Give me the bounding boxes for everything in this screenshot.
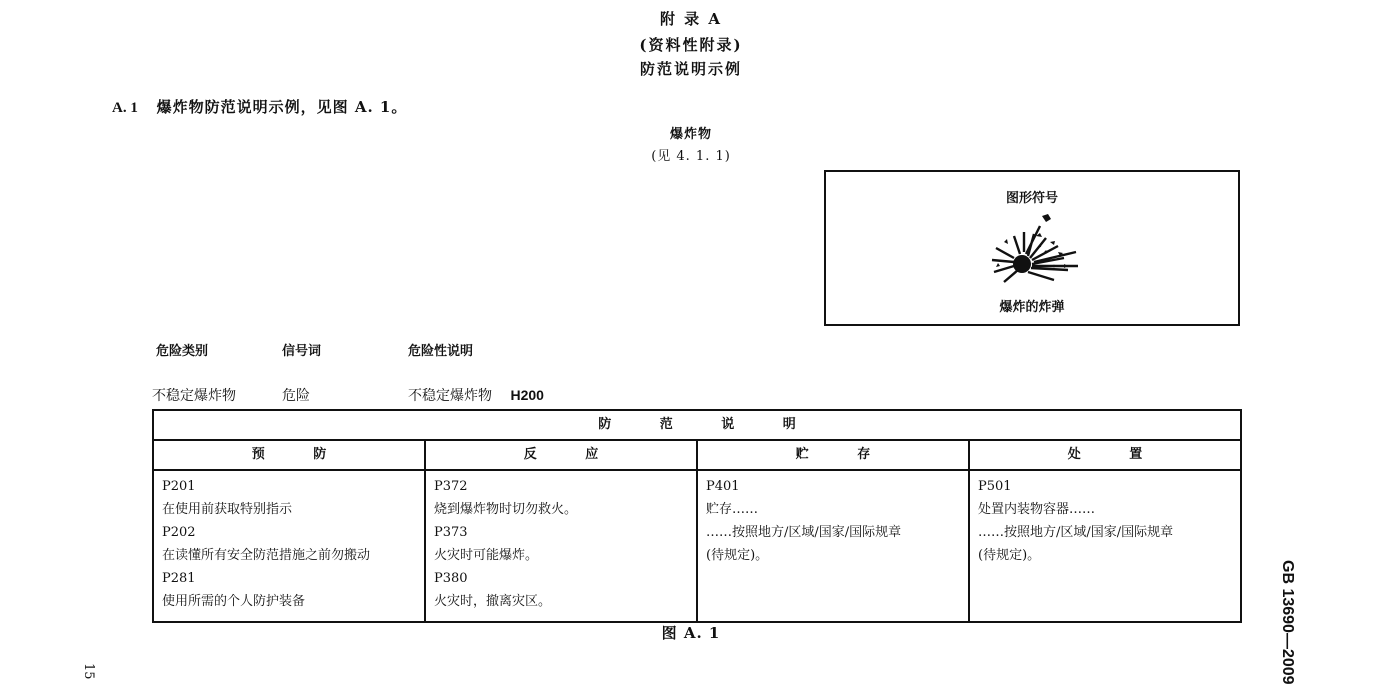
- statement-line: (待规定)。: [706, 548, 769, 563]
- statement-line: ……按照地方/区域/国家/国际规章: [706, 525, 902, 540]
- statement-line: 贮存……: [706, 502, 759, 517]
- signal-word-header: 信号词: [282, 344, 322, 359]
- hazard-class-value: 不稳定爆炸物: [152, 388, 236, 404]
- table-header-row: [153, 440, 1241, 470]
- page-number: 15: [81, 663, 96, 680]
- hazard-statement-text: 不稳定爆炸物: [408, 388, 492, 404]
- column-header-response: 反 应: [425, 440, 697, 470]
- statement-line: (待规定)。: [978, 548, 1041, 563]
- statement-line: 在使用前获取特别指示: [162, 502, 293, 517]
- prevention-cell: [153, 470, 425, 622]
- standard-code: GB 13690—2009: [1279, 560, 1296, 685]
- disposal-cell: [969, 470, 1241, 622]
- statement-line: 火灾时可能爆炸。: [434, 548, 539, 563]
- statement-line: P373: [434, 525, 468, 540]
- table-title: 防 范 说 明: [153, 410, 1241, 440]
- hazard-statement-header: 危险性说明: [408, 344, 474, 359]
- annex-subtitle: (资料性附录): [639, 36, 743, 54]
- subject-name: 爆炸物: [669, 127, 712, 142]
- hazard-class-header: 危险类别: [156, 344, 209, 359]
- statement-line: P372: [434, 479, 468, 494]
- exploding-bomb-icon: [984, 208, 1084, 288]
- statement-line: 在读懂所有安全防范措施之前勿搬动: [162, 548, 371, 563]
- column-header-disposal: 处 置: [969, 440, 1241, 470]
- response-cell: [425, 470, 697, 622]
- storage-cell: [697, 470, 969, 622]
- subject-reference: (见 4. 1. 1): [651, 149, 731, 164]
- pictogram-box: [824, 170, 1240, 326]
- statement-line: P501: [978, 479, 1012, 494]
- clause-text: 爆炸物防范说明示例，见图 A. 1。: [156, 98, 408, 116]
- table-title-row: [153, 410, 1241, 440]
- pictogram-caption: 爆炸的炸弹: [999, 300, 1065, 315]
- statement-line: 烧到爆炸物时切勿救火。: [434, 502, 578, 517]
- hazard-statement-value: [408, 385, 544, 405]
- statement-line: P380: [434, 571, 468, 586]
- column-header-prevention: 预 防: [153, 440, 425, 470]
- clause-number: A. 1: [112, 100, 138, 116]
- statement-line: P281: [162, 571, 196, 586]
- statement-line: ……按照地方/区域/国家/国际规章: [978, 525, 1174, 540]
- clause: [112, 96, 407, 117]
- column-header-storage: 贮 存: [697, 440, 969, 470]
- statement-line: 火灾时，撤离灾区。: [434, 594, 552, 609]
- hazard-code: H200: [510, 387, 544, 403]
- statement-line: 处置内装物容器……: [978, 502, 1096, 517]
- table-row: [153, 470, 1241, 622]
- precautionary-statements-table: [152, 409, 1242, 623]
- statement-line: P401: [706, 479, 740, 494]
- figure-caption: 图 A. 1: [661, 624, 721, 642]
- statement-line: P202: [162, 525, 196, 540]
- statement-line: 使用所需的个人防护装备: [162, 594, 306, 609]
- annex-title: 附 录 A: [659, 10, 723, 28]
- signal-word-value: 危险: [282, 388, 310, 404]
- statement-line: P201: [162, 479, 196, 494]
- annex-name: 防范说明示例: [639, 60, 742, 78]
- pictogram-header: 图形符号: [1005, 191, 1058, 206]
